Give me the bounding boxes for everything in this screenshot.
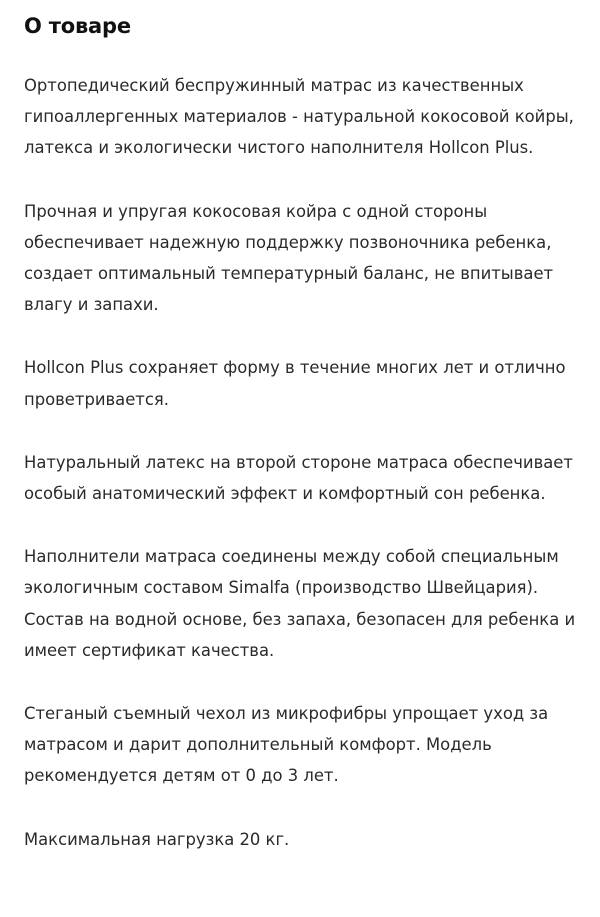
- description-paragraph-5: Наполнители матраса соединены между собой специальным экологичным составом Simalfa (производство Швейцария). Состав на водной основе, без запаха, безопасен для ребенка и имеет сертификат качества.: [24, 547, 576, 660]
- description-paragraph-2: Прочная и упругая кокосовая койра с одной стороны обеспечивает надежную поддержку позвоночника ребенка, создает оптимальный температурный баланс, не впитывает влагу и запахи.: [24, 201, 554, 315]
- description-paragraph-1: Ортопедический беспружинный матрас из качественных гипоаллергенных материалов - натуральной кокосовой койры, латекса и экологически чистого наполнителя Hollcon Plus.: [24, 76, 574, 158]
- section-title: О товаре: [24, 14, 131, 38]
- description-body: [24, 70, 576, 855]
- description-paragraph-7: Максимальная нагрузка 20 кг.: [24, 829, 290, 849]
- description-paragraph-6: Стеганый съемный чехол из микрофибры упрощает уход за матрасом и дарит дополнительный комфорт. Модель рекомендуется детям от 0 до 3 лет.: [24, 704, 549, 786]
- description-paragraph-4: Натуральный латекс на второй стороне матраса обеспечивает особый анатомический эффект и комфортный сон ребенка.: [24, 452, 573, 504]
- description-paragraph-3: Hollcon Plus сохраняет форму в течение многих лет и отлично проветривается.: [24, 358, 566, 409]
